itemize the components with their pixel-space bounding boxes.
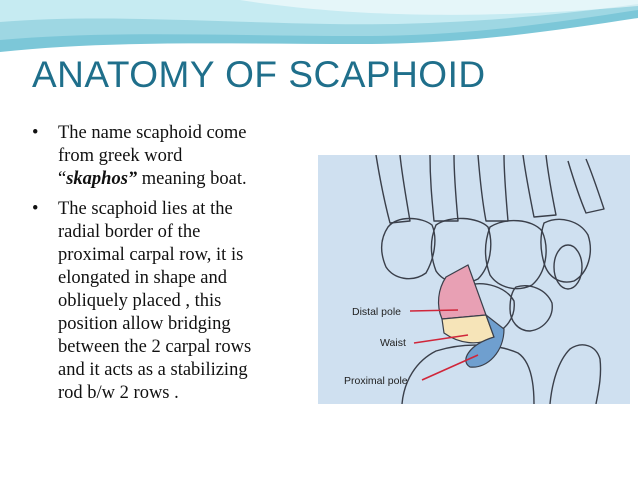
scaphoid-diagram: [318, 155, 630, 404]
label-proximal-pole: Proximal pole: [344, 375, 408, 387]
label-waist: Waist: [380, 337, 406, 349]
slide-title: ANATOMY OF SCAPHOID: [32, 54, 486, 95]
bullet-text-prefix: The name scaphoid come from greek word “: [58, 123, 247, 189]
bullet-text-suffix: meaning boat.: [137, 169, 247, 189]
bullet-item: [30, 198, 330, 405]
label-distal-pole: Distal pole: [352, 306, 402, 318]
bullet-list: [30, 122, 330, 412]
pointer-distal-pole: [410, 310, 458, 311]
pointer-proximal-pole: [422, 355, 478, 380]
bullet-item: [30, 122, 330, 191]
bullet-text: [58, 122, 358, 191]
bullet-marker: •: [32, 123, 39, 143]
greek-word: skaphos”: [66, 169, 138, 189]
bullet-marker: •: [32, 199, 39, 219]
bullet-text: The scaphoid lies at the radial border of the proximal carpal row, it is elongated in shape and obliquely placed , this position allow bridging between the 2 carpal rows and it acts as a stabilizing rod b/w 2 rows .: [58, 199, 252, 403]
scaphoid-waist: [442, 315, 494, 343]
wrist-bones-illustration: [318, 155, 630, 404]
